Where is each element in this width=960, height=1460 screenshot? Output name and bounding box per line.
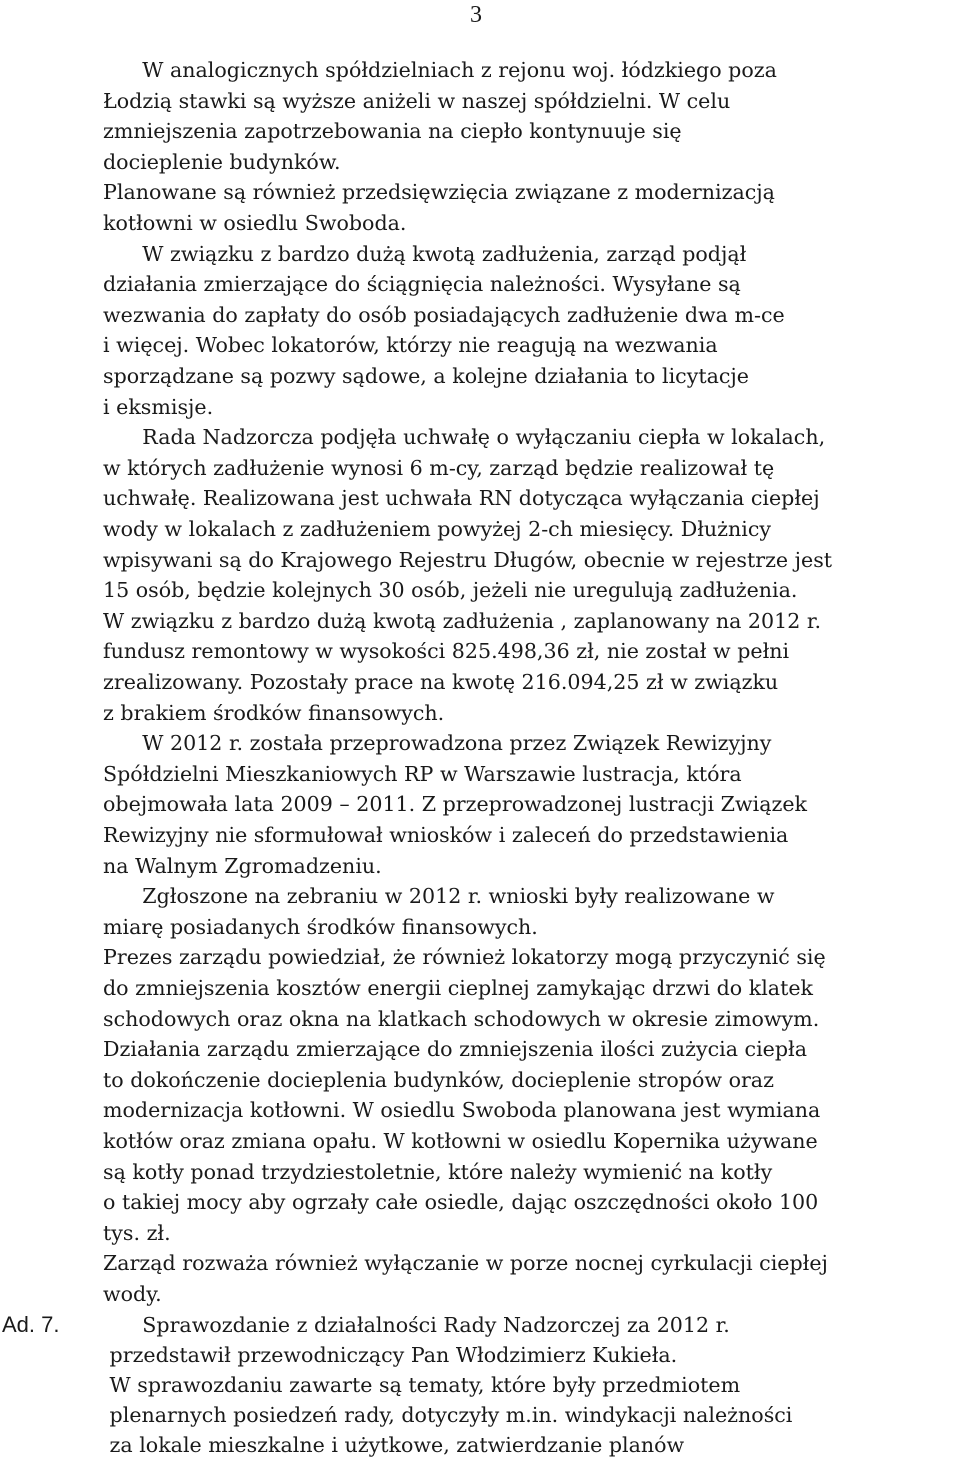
text-line: modernizacja kotłowni. W osiedlu Swoboda planowana jest wymiana [103, 1098, 821, 1123]
agenda-text-line: W sprawozdaniu zawarte są tematy, które były przedmiotem [103, 1373, 741, 1397]
text-line: Zgłoszone na zebraniu w 2012 r. wnioski były realizowane w [103, 884, 775, 909]
text-line: to dokończenie docieplenia budynków, docieplenie stropów oraz [103, 1067, 774, 1092]
text-line: wpisywani są do Krajowego Rejestru Długów, obecnie w rejestrze jest [103, 547, 833, 572]
text-line: kotłowni w osiedlu Swoboda. [103, 211, 407, 235]
text-line: 15 osób, będzie kolejnych 30 osób, jeżeli nie uregulują zadłużenia. [103, 578, 798, 603]
text-line: wody. [103, 1282, 162, 1306]
text-line: na Walnym Zgromadzeniu. [103, 853, 382, 878]
text-line: W związku z bardzo dużą kwotą zadłużenia , zaplanowany na 2012 r. [103, 608, 822, 633]
text-line: wezwania do zapłaty do osób posiadających zadłużenie dwa m-ce [103, 302, 785, 327]
text-line: obejmowała lata 2009 – 2011. Z przeprowadzonej lustracji Związek [103, 792, 807, 817]
text-line: i eksmisje. [103, 394, 214, 419]
text-line: W 2012 r. została przeprowadzona przez Związek Rewizyjny [103, 731, 772, 756]
text-line: W analogicznych spółdzielniach z rejonu woj. łódzkiego poza [103, 58, 777, 82]
text-line: kotłów oraz zmiana opału. W kotłowni w osiedlu Kopernika używane [103, 1129, 818, 1153]
text-line: Prezes zarządu powiedział, że również lokatorzy mogą przyczynić się [103, 945, 826, 970]
text-line: Planowane są również przedsięwzięcia związane z modernizacją [103, 180, 775, 205]
text-line: Zarząd rozważa również wyłączanie w porze nocnej cyrkulacji ciepłej [103, 1251, 828, 1276]
text-line: uchwałę. Realizowana jest uchwała RN dotycząca wyłączania ciepłej [103, 486, 820, 511]
page-number: 3 [470, 2, 482, 28]
agenda-text-line: przedstawił przewodniczący Pan Włodzimierz Kukieła. [103, 1343, 678, 1367]
text-line: i więcej. Wobec lokatorów, którzy nie reagują na wezwania [103, 333, 718, 358]
text-line: do zmniejszenia kosztów energii cieplnej zamykając drzwi do klatek [103, 976, 814, 1000]
text-line: Spółdzielni Mieszkaniowych RP w Warszawie lustracja, która [103, 761, 742, 786]
text-line: z brakiem środków finansowych. [103, 700, 445, 725]
agenda-text-line: plenarnych posiedzeń rady, dotyczyły m.in. windykacji należności [103, 1403, 793, 1427]
text-line: fundusz remontowy w wysokości 825.498,36 zł, nie został w pełni [103, 639, 790, 664]
text-line: o takiej mocy aby ogrzały całe osiedle, dając oszczędności około 100 [103, 1190, 819, 1215]
text-line: zrealizowany. Pozostały prace na kwotę 216.094,25 zł w związku [103, 670, 779, 694]
text-line: w których zadłużenie wynosi 6 m-cy, zarząd będzie realizował tę [103, 455, 775, 480]
text-line: Łodzią stawki są wyższe aniżeli w naszej spółdzielni. W celu [103, 88, 731, 113]
text-line: są kotły ponad trzydziestoletnie, które należy wymienić na kotły [103, 1159, 773, 1184]
text-line: sporządzane są pozwy sądowe, a kolejne działania to licytacje [103, 364, 749, 388]
text-line: zmniejszenia zapotrzebowania na ciepło kontynuuje się [103, 119, 682, 144]
text-line: miarę posiadanych środków finansowych. [103, 914, 538, 939]
agenda-item-label: Ad. 7. [2, 1312, 60, 1337]
text-line: działania zmierzające do ściągnięcia należności. Wysyłane są [103, 272, 741, 297]
agenda-text-line: za lokale mieszkalne i użytkowe, zatwierdzanie planów [103, 1433, 685, 1457]
text-line: schodowych oraz okna na klatkach schodowych w okresie zimowym. [103, 1006, 820, 1031]
text-line: Działania zarządu zmierzające do zmniejszenia ilości zużycia ciepła [103, 1037, 807, 1062]
text-line: tys. zł. [103, 1220, 171, 1245]
text-line: docieplenie budynków. [103, 149, 341, 174]
text-line: wody w lokalach z zadłużeniem powyżej 2-ch miesięcy. Dłużnicy [103, 517, 772, 541]
text-line: Rada Nadzorcza podjęła uchwałę o wyłączaniu ciepła w lokalach, [103, 425, 826, 450]
text-line: Rewizyjny nie sformułował wniosków i zaleceń do przedstawienia [103, 823, 789, 847]
text-line: W związku z bardzo dużą kwotą zadłużenia, zarząd podjął [103, 241, 747, 266]
agenda-text-line: Sprawozdanie z działalności Rady Nadzorczej za 2012 r. [103, 1313, 730, 1337]
